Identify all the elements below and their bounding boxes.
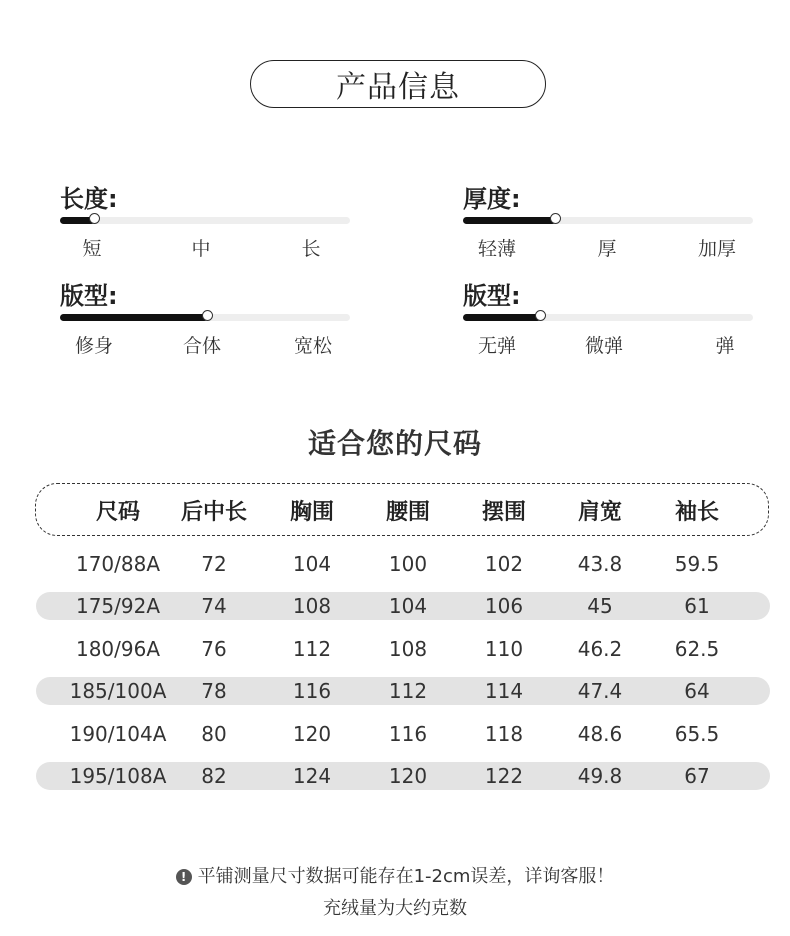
- attribute-slider-fill: [463, 314, 541, 321]
- attribute-slider-knob: [202, 310, 213, 321]
- size-table-cell: 106: [484, 594, 524, 618]
- size-table-cell: 120: [292, 722, 332, 746]
- attribute-option: 无弹: [477, 335, 517, 357]
- attribute-option: 弹: [715, 335, 735, 357]
- size-table-cell: 64: [684, 679, 710, 703]
- size-table-column-header: 肩宽: [577, 500, 623, 525]
- attribute-label: 版型:: [463, 282, 521, 310]
- size-table-column-header: 腰围: [385, 500, 431, 525]
- size-table-column-header: 摆围: [481, 500, 527, 525]
- size-table-column-header: 胸围: [289, 500, 335, 525]
- size-table-cell: 43.8: [577, 552, 623, 576]
- product-info-title-text: 产品信息: [336, 70, 460, 105]
- size-table-cell: 67: [684, 764, 710, 788]
- size-table-cell: 76: [201, 637, 227, 661]
- size-table-cell: 65.5: [674, 722, 720, 746]
- size-table-cell: 80: [201, 722, 227, 746]
- size-table-cell: 82: [201, 764, 227, 788]
- size-table-row-size: 180/96A: [75, 637, 161, 661]
- size-table-cell: 47.4: [577, 679, 623, 703]
- attribute-label: 厚度:: [463, 185, 521, 213]
- attribute-label: 版型:: [60, 282, 118, 310]
- size-table-row-size: 170/88A: [75, 552, 161, 576]
- size-table-row-size: 175/92A: [75, 594, 161, 618]
- attribute-label: 长度:: [60, 185, 118, 213]
- size-table-cell: 46.2: [577, 637, 623, 661]
- attribute-length: [60, 185, 360, 260]
- size-table-row-size: 190/104A: [69, 722, 167, 746]
- size-table-column-header: 后中长: [180, 500, 248, 525]
- size-table-cell: 62.5: [674, 637, 720, 661]
- attribute-slider-fill: [463, 217, 556, 224]
- attribute-option: 长: [301, 238, 321, 260]
- size-table-cell: 108: [292, 594, 332, 618]
- size-table-cell: 59.5: [674, 552, 720, 576]
- size-table-cell: 102: [484, 552, 524, 576]
- size-table-cell: 116: [292, 679, 332, 703]
- attribute-slider-fill: [60, 314, 208, 321]
- size-table-cell: 120: [388, 764, 428, 788]
- size-table-cell: 78: [201, 679, 227, 703]
- measurement-note: [0, 862, 790, 888]
- attribute-fit: [60, 282, 360, 357]
- attribute-option: 中: [191, 238, 211, 260]
- size-table-cell: 74: [201, 594, 227, 618]
- product-info-title: [250, 60, 546, 108]
- attribute-options: [463, 331, 763, 357]
- attribute-option: 短: [82, 238, 102, 260]
- size-table-cell: 48.6: [577, 722, 623, 746]
- measurement-note-text: 平铺测量尺寸数据可能存在1-2cm误差，详询客服！: [197, 866, 615, 887]
- size-table-cell: 104: [388, 594, 428, 618]
- attribute-thickness: [463, 185, 763, 260]
- attribute-option: 轻薄: [477, 238, 517, 260]
- attribute-option: 宽松: [293, 335, 333, 357]
- attribute-elasticity: [463, 282, 763, 357]
- attribute-options: [60, 234, 360, 260]
- size-table-cell: 45: [587, 594, 613, 618]
- attribute-slider-knob: [89, 213, 100, 224]
- size-table-column-header: 袖长: [674, 500, 720, 525]
- attribute-option: 修身: [74, 335, 114, 357]
- attribute-option: 厚: [597, 238, 617, 260]
- attribute-options: [60, 331, 360, 357]
- attribute-slider-knob: [535, 310, 546, 321]
- attribute-option: 微弹: [584, 335, 624, 357]
- size-table-cell: 104: [292, 552, 332, 576]
- size-table-column-header: 尺码: [95, 500, 141, 525]
- exclamation-icon: !: [176, 869, 192, 885]
- attribute-slider-track: [463, 314, 753, 321]
- size-table-cell: 100: [388, 552, 428, 576]
- attribute-option: 加厚: [697, 238, 737, 260]
- size-table-cell: 114: [484, 679, 524, 703]
- down-fill-note: 充绒量为大约克数: [323, 898, 467, 919]
- size-table-cell: 124: [292, 764, 332, 788]
- size-table-cell: 72: [201, 552, 227, 576]
- attribute-option: 合体: [182, 335, 222, 357]
- size-table-cell: 112: [388, 679, 428, 703]
- attribute-slider-track: [463, 217, 753, 224]
- size-table-cell: 112: [292, 637, 332, 661]
- attribute-slider-knob: [550, 213, 561, 224]
- size-table-cell: 108: [388, 637, 428, 661]
- attribute-slider-track: [60, 217, 350, 224]
- size-table-cell: 110: [484, 637, 524, 661]
- size-table-cell: 122: [484, 764, 524, 788]
- attribute-options: [463, 234, 763, 260]
- size-table-title: 适合您的尺码: [307, 427, 482, 460]
- size-table-cell: 49.8: [577, 764, 623, 788]
- size-table-cell: 61: [684, 594, 710, 618]
- attribute-slider-track: [60, 314, 350, 321]
- size-table-row-size: 185/100A: [69, 679, 167, 703]
- size-table-cell: 118: [484, 722, 524, 746]
- size-table-cell: 116: [388, 722, 428, 746]
- size-table-row-size: 195/108A: [69, 764, 167, 788]
